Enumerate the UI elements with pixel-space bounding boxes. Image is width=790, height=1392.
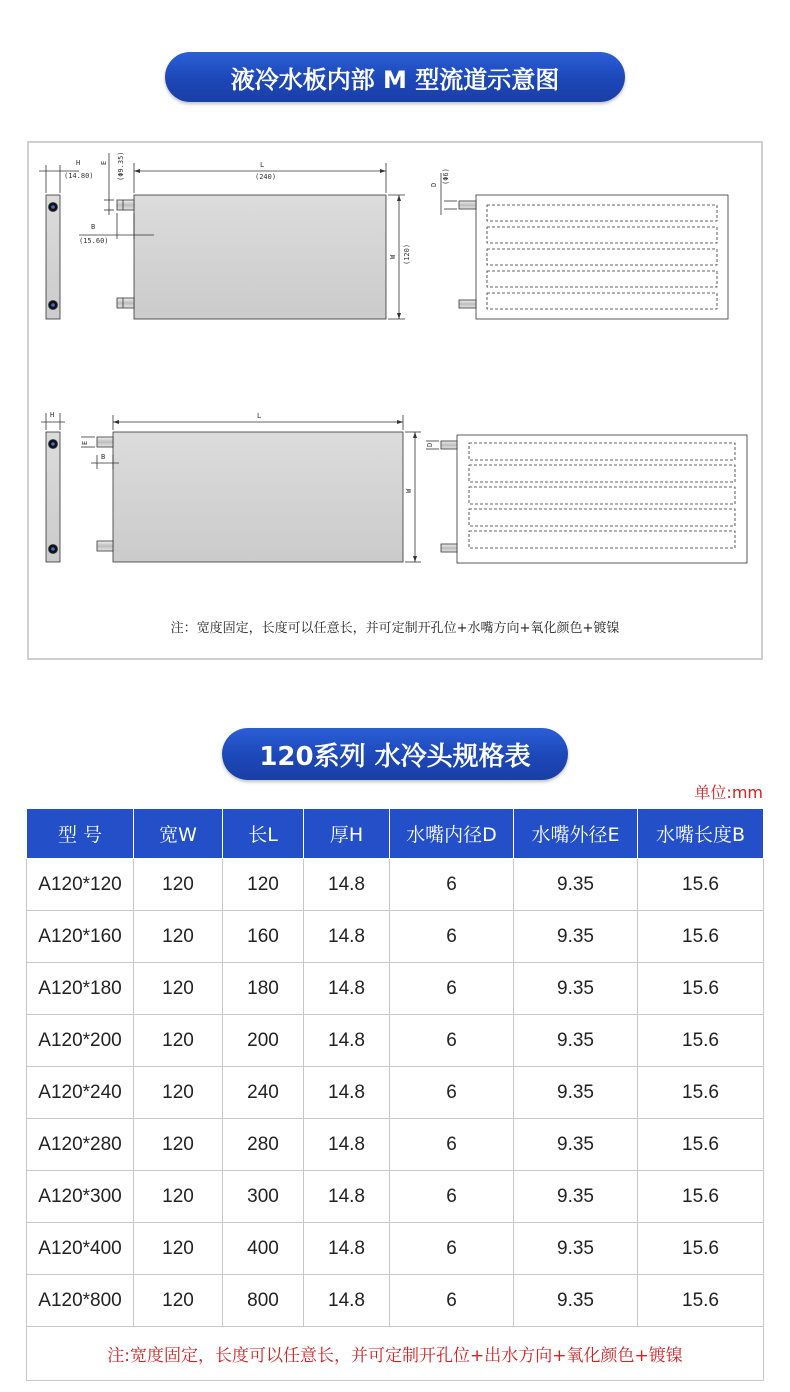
cell-length: 280 [223,1119,304,1171]
table-row [27,1067,764,1119]
cell-thickness: 14.8 [304,1119,390,1171]
dim-label-b: B [91,223,96,231]
table-row [27,1015,764,1067]
cell-inner-diameter: 6 [390,1275,514,1327]
section-title-diagram: 液冷水板内部 M 型流道示意图 [165,52,625,102]
dim-value-l: (240) [255,173,277,181]
diagram-frame [27,141,763,660]
cell-nozzle-length: 15.6 [638,1067,764,1119]
cell-inner-diameter: 6 [390,1067,514,1119]
cell-length: 800 [223,1275,304,1327]
cell-outer-diameter: 9.35 [514,1171,638,1223]
svg-text:H: H [50,411,55,419]
cell-width: 120 [134,1275,223,1327]
table-row [27,963,764,1015]
cell-outer-diameter: 9.35 [514,1275,638,1327]
svg-text:L: L [257,412,262,420]
svg-text:B: B [101,453,106,461]
cell-model: A120*400 [27,1223,134,1275]
dim-value-h: (14.80) [64,172,94,180]
cell-nozzle-length: 15.6 [638,1275,764,1327]
channel-view-outline-2 [457,435,747,563]
cell-length: 300 [223,1171,304,1223]
cell-outer-diameter: 9.35 [514,859,638,911]
table-row [27,859,764,911]
cell-width: 120 [134,1067,223,1119]
svg-text:D: D [426,442,434,447]
dim-label-w: W [389,254,397,259]
table-row [27,911,764,963]
cell-width: 120 [134,1223,223,1275]
flow-channel-drawing [29,143,761,658]
header-inner-diameter: 水嘴内径D [390,809,514,859]
cell-outer-diameter: 9.35 [514,1223,638,1275]
header-width: 宽W [134,809,223,859]
cell-model: A120*300 [27,1171,134,1223]
cell-length: 180 [223,963,304,1015]
table-row [27,1119,764,1171]
cell-thickness: 14.8 [304,1223,390,1275]
nozzle-bottom [117,298,134,308]
dim-value-b: (15.60) [79,237,109,245]
header-outer-diameter: 水嘴外径E [514,809,638,859]
cell-model: A120*200 [27,1015,134,1067]
cell-thickness: 14.8 [304,963,390,1015]
cell-nozzle-length: 15.6 [638,859,764,911]
cell-length: 120 [223,859,304,911]
channel-view-outline [476,195,728,319]
cell-inner-diameter: 6 [390,963,514,1015]
cell-model: A120*280 [27,1119,134,1171]
cell-thickness: 14.8 [304,1015,390,1067]
cell-nozzle-length: 15.6 [638,1171,764,1223]
dim-value-w: (120) [403,243,411,265]
cell-outer-diameter: 9.35 [514,1067,638,1119]
cell-width: 120 [134,1171,223,1223]
cell-nozzle-length: 15.6 [638,1223,764,1275]
cell-model: A120*120 [27,859,134,911]
cell-thickness: 14.8 [304,1067,390,1119]
cell-thickness: 14.8 [304,859,390,911]
cell-outer-diameter: 9.35 [514,1015,638,1067]
cell-length: 200 [223,1015,304,1067]
cell-inner-diameter: 6 [390,1223,514,1275]
cell-width: 120 [134,1119,223,1171]
table-row [27,1275,764,1327]
cell-thickness: 14.8 [304,911,390,963]
cell-width: 120 [134,911,223,963]
header-length: 长L [223,809,304,859]
front-view-plate [134,195,386,319]
cell-nozzle-length: 15.6 [638,911,764,963]
cell-length: 240 [223,1067,304,1119]
dim-label-l: L [260,161,265,169]
cell-length: 400 [223,1223,304,1275]
cell-outer-diameter: 9.35 [514,1119,638,1171]
table-row [27,1171,764,1223]
cell-length: 160 [223,911,304,963]
front-view-plate-2 [113,432,403,562]
table-note-row [27,1327,764,1381]
cell-width: 120 [134,859,223,911]
nozzle-top [117,200,134,210]
cell-outer-diameter: 9.35 [514,911,638,963]
header-thickness: 厚H [304,809,390,859]
cell-nozzle-length: 15.6 [638,963,764,1015]
spec-table [26,808,764,1381]
unit-label: 单位:mm [694,783,763,802]
cell-model: A120*180 [27,963,134,1015]
section-title-spec: 120系列 水冷头规格表 [222,728,568,780]
cell-outer-diameter: 9.35 [514,963,638,1015]
cell-inner-diameter: 6 [390,1015,514,1067]
cell-inner-diameter: 6 [390,859,514,911]
cell-nozzle-length: 15.6 [638,1119,764,1171]
cell-nozzle-length: 15.6 [638,1015,764,1067]
cell-inner-diameter: 6 [390,1119,514,1171]
cell-thickness: 14.8 [304,1171,390,1223]
svg-text:W: W [405,488,413,493]
dim-label-d: D [430,182,438,187]
header-model: 型 号 [27,809,134,859]
table-header-row [27,809,764,859]
cell-inner-diameter: 6 [390,1171,514,1223]
cell-width: 120 [134,963,223,1015]
cell-model: A120*800 [27,1275,134,1327]
table-row [27,1223,764,1275]
dim-label-e: E [100,160,108,165]
header-nozzle-length: 水嘴长度B [638,809,764,859]
cell-model: A120*160 [27,911,134,963]
dim-value-e: (Φ9.35) [117,151,125,181]
cell-model: A120*240 [27,1067,134,1119]
side-view-bar-2 [46,432,60,562]
cell-thickness: 14.8 [304,1275,390,1327]
svg-text:E: E [81,440,89,445]
dim-value-d: (Φ6) [442,168,450,185]
diagram-note: 注：宽度固定，长度可以任意长，并可定制开孔位+水嘴方向+氧化颜色+镀镍 [170,621,620,636]
dim-label-h: H [76,159,81,167]
cell-inner-diameter: 6 [390,911,514,963]
table-note: 注:宽度固定，长度可以任意长，并可定制开孔位+出水方向+氧化颜色+镀镍 [27,1327,764,1381]
cell-width: 120 [134,1015,223,1067]
